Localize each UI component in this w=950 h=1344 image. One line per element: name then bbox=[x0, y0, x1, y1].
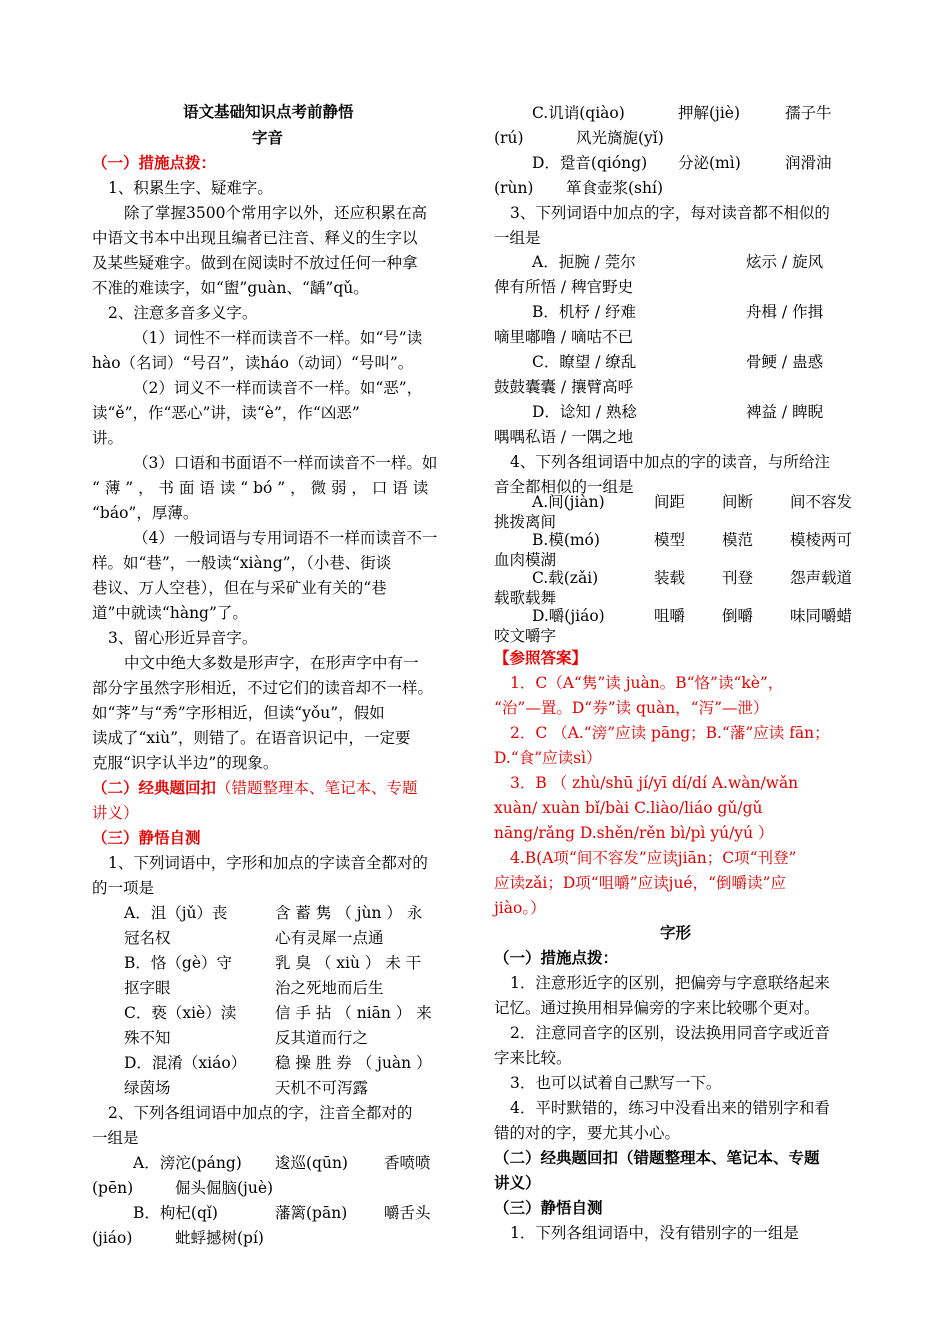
option-text: 润滑油 bbox=[785, 154, 832, 172]
option-text: 殊不知 bbox=[124, 1029, 171, 1047]
option-text: 骨鲠 / 蛊惑 bbox=[746, 353, 824, 371]
option-text: 装载 bbox=[654, 569, 686, 587]
option-text: 冠名权 bbox=[124, 929, 171, 947]
question-1-stem: 的一项是 bbox=[92, 879, 155, 897]
option-text: 含 蓄 隽 （ jùn ） 永 bbox=[275, 904, 423, 922]
option-text: 绿茵场 bbox=[124, 1079, 171, 1097]
option-text: 蚍蜉撼树(pí) bbox=[175, 1229, 264, 1247]
option-text: 嚼舌头 bbox=[384, 1204, 431, 1222]
heading-classic-review-note-cont: 讲义） bbox=[92, 804, 139, 822]
paragraph: 除了掌握3500个常用字以外，还应积累在高 bbox=[124, 204, 427, 222]
option-text: B．恪（gè）守 bbox=[124, 954, 232, 972]
paragraph: 克服“识字认半边”的现象。 bbox=[92, 754, 279, 772]
answer-text: xuàn/ xuàn bǐ/bài C.liào/liáo gǔ/gǔ bbox=[494, 799, 763, 817]
heading-answers: 【参照答案】 bbox=[494, 649, 588, 667]
option-text: B．机杼 / 纾难 bbox=[532, 303, 636, 321]
paragraph: 读“ě”，作“恶心”讲，读“è”，作“凶恶” bbox=[92, 404, 360, 422]
option-text: 香喷喷 bbox=[384, 1154, 431, 1172]
option-text: A．扼腕 / 莞尔 bbox=[532, 253, 636, 271]
option-text: 信 手 拈 （ niān ） 来 bbox=[275, 1004, 432, 1022]
section-title-ziyin: 字音 bbox=[252, 129, 284, 147]
option-text: B．枸杞(qǐ) bbox=[133, 1204, 218, 1222]
question-2-stem: 2、下列各组词语中加点的字，注音全都对的 bbox=[108, 1104, 413, 1122]
option-text: 反其道而行之 bbox=[275, 1029, 369, 1047]
paragraph: 中语文书本中出现且编者已注音、释义的生字以 bbox=[92, 229, 418, 247]
option-text: 抠字眼 bbox=[124, 979, 171, 997]
paragraph: hào（名词）“号召”，读háo（动词）“号叫”。 bbox=[92, 354, 414, 372]
paragraph: 巷议、万人空巷），但在与采矿业有关的“巷 bbox=[92, 579, 387, 597]
paragraph: 3．也可以试着自己默写一下。 bbox=[510, 1074, 722, 1092]
option-text: 分泌(mì) bbox=[678, 154, 741, 172]
heading-measures: （一）措施点拨： bbox=[494, 949, 619, 967]
section-title-zixing: 字形 bbox=[660, 924, 692, 942]
option-text: 模型 bbox=[654, 531, 686, 549]
answer-text: 2．C （A.“滂”应读 pāng；B.“藩”应读 fān； bbox=[510, 724, 830, 742]
heading-measures: （一）措施点拨： bbox=[92, 154, 217, 172]
paragraph: 不准的难读字，如“盥”guàn、“龋”qǔ。 bbox=[92, 279, 369, 297]
paragraph: 及某些疑难字。做到在阅读时不放过任何一种拿 bbox=[92, 254, 418, 272]
document-title: 语文基础知识点考前静悟 bbox=[183, 103, 354, 121]
answer-text: nāng/rǎng D.shěn/rěn bì/pì yú/yú ） bbox=[494, 824, 774, 842]
option-text: (pēn) bbox=[92, 1179, 134, 1197]
option-text: 血肉模湖 bbox=[494, 551, 557, 569]
paragraph: 3、留心形近异音字。 bbox=[108, 629, 258, 647]
question-2-stem: 一组是 bbox=[92, 1129, 139, 1147]
option-text: 押解(jiè) bbox=[678, 104, 741, 122]
option-text: B.模(mó) bbox=[532, 531, 600, 549]
paragraph: 讲。 bbox=[92, 429, 124, 447]
paragraph: 4．平时默错的，练习中没看出来的错别字和看 bbox=[510, 1099, 830, 1117]
option-text: D．谂知 / 熟稔 bbox=[532, 403, 638, 421]
paragraph: 记忆。通过换用相异偏旁的字来比较哪个更对。 bbox=[494, 999, 820, 1017]
option-text: A．滂沱(páng) bbox=[133, 1154, 242, 1172]
option-text: 心有灵犀一点通 bbox=[275, 929, 384, 947]
option-text: 刊登 bbox=[722, 569, 754, 587]
option-text: 间距 bbox=[654, 493, 686, 511]
option-text: D.嚼(jiáo) bbox=[532, 607, 605, 625]
heading-classic-review bbox=[92, 778, 418, 798]
option-text: D．跫音(qióng) bbox=[532, 154, 648, 172]
option-text: 模范 bbox=[722, 531, 754, 549]
option-text: 间断 bbox=[722, 493, 754, 511]
option-text: 舟楫 / 作揖 bbox=[746, 303, 824, 321]
paragraph: 1．注意形近字的区别，把偏旁与字意联络起来 bbox=[510, 974, 830, 992]
paragraph: 如“荠”与“秀”字形相近，但读“yǒu”，假如 bbox=[92, 704, 385, 722]
answer-text: 3．B （ zhù/shū jí/yī dí/dí A.wàn/wǎn bbox=[510, 774, 799, 792]
paragraph: 道”中就读“hàng”了。 bbox=[92, 604, 248, 622]
option-text: 倒嚼 bbox=[722, 607, 754, 625]
heading-self-test: （三）静悟自测 bbox=[494, 1199, 603, 1217]
option-text: 味同嚼蜡 bbox=[790, 607, 853, 625]
option-text: 乳 臭 （ xiù ） 未 干 bbox=[275, 954, 422, 972]
option-text: C.载(zǎi) bbox=[532, 569, 599, 587]
paragraph: （2）词义不一样而读音不一样。如“恶”， bbox=[133, 379, 423, 397]
option-text: 怨声载道 bbox=[790, 569, 853, 587]
paragraph: （4）一般词语与专用词语不一样而读音不一 bbox=[133, 529, 438, 547]
heading-self-test: （三）静悟自测 bbox=[92, 829, 201, 847]
paragraph: 错的对的字，要尤其小心。 bbox=[494, 1124, 681, 1142]
paragraph: 部分字虽然字形相近，不过它们的读音却不一样。 bbox=[92, 679, 434, 697]
heading-classic-review-cont: 讲义） bbox=[494, 1174, 541, 1192]
question-4-stem: 4、下列各组词语中加点的字的读音，与所给注 bbox=[510, 453, 830, 471]
option-text: 稳 操 胜 券 （ juàn ） bbox=[275, 1054, 432, 1072]
heading-classic-review: （二）经典题回扣（错题整理本、笔记本、专题 bbox=[494, 1149, 820, 1167]
option-text: 载歌载舞 bbox=[494, 589, 557, 607]
heading-classic-review-note: （错题整理本、笔记本、专题 bbox=[216, 779, 418, 797]
option-text: 治之死地而后生 bbox=[275, 979, 384, 997]
option-text: C.讥诮(qiào) bbox=[532, 104, 625, 122]
option-text: (rùn) bbox=[494, 179, 534, 197]
heading-classic-review-label: （二）经典题回扣 bbox=[92, 779, 217, 797]
paragraph: 2、注意多音多义字。 bbox=[108, 304, 258, 322]
option-text: 俾有所悟 / 稗官野史 bbox=[494, 278, 634, 296]
paragraph: 中文中绝大多数是形声字，在形声字中有一 bbox=[124, 654, 419, 672]
option-text: (jiáo) bbox=[92, 1229, 133, 1247]
paragraph: （3）口语和书面语不一样而读音不一样。如 bbox=[133, 454, 438, 472]
paragraph: “báo”，厚薄。 bbox=[92, 504, 199, 522]
answer-text: jiào。） bbox=[494, 899, 546, 917]
option-text: A.间(jiàn) bbox=[532, 493, 605, 511]
question-1-stem: 1、下列词语中，字形和加点的字读音全都对的 bbox=[108, 854, 428, 872]
option-text: 模棱两可 bbox=[790, 531, 853, 549]
option-text: D．混淆（xiáo） bbox=[124, 1054, 247, 1072]
answer-text: “治”—置。D“券”读 quàn，“泻”—泄） bbox=[494, 699, 769, 717]
option-text: 咬文嚼字 bbox=[494, 627, 557, 645]
option-text: C．瞭望 / 缭乱 bbox=[532, 353, 637, 371]
option-text: 箪食壶浆(shí) bbox=[566, 179, 663, 197]
paragraph: 1、积累生字、疑难字。 bbox=[108, 179, 273, 197]
paragraph: 2．注意同音字的区别，设法换用同音字或近音 bbox=[510, 1024, 830, 1042]
question-4-stem: 音全都相似的一组是 bbox=[494, 478, 634, 496]
option-text: 倔头倔脑(juè) bbox=[175, 1179, 274, 1197]
answer-text: 应读zǎi；D项“咀嚼”应读jué，“倒嚼读”应 bbox=[494, 874, 786, 892]
option-text: 逡巡(qūn) bbox=[275, 1154, 348, 1172]
option-text: A．沮（jǔ）丧 bbox=[124, 904, 228, 922]
option-text: 挑拨离间 bbox=[494, 513, 557, 531]
option-text: 藩篱(pān) bbox=[275, 1204, 348, 1222]
option-text: 风光旖旎(yǐ) bbox=[576, 129, 664, 147]
paragraph: “ 薄 ” ， 书 面 语 读 “ bó ” ， 微 弱 ， 口 语 读 bbox=[92, 479, 429, 497]
answer-text: D.“食”应读sì） bbox=[494, 749, 602, 767]
paragraph: （1）词性不一样而读音不一样。如“号”读 bbox=[133, 329, 423, 347]
option-text: 鼓鼓囊囊 / 攘臂高呼 bbox=[494, 378, 634, 396]
paragraph: 字来比较。 bbox=[494, 1049, 572, 1067]
option-text: (rú) bbox=[494, 129, 524, 147]
option-text: 喁喁私语 / 一隅之地 bbox=[494, 428, 634, 446]
option-text: 孺子牛 bbox=[785, 104, 832, 122]
answer-text: 1．C（A“隽”读 juàn。B“恪”读“kè”， bbox=[510, 674, 784, 692]
question-3-stem: 一组是 bbox=[494, 229, 541, 247]
option-text: C．亵（xiè）渎 bbox=[124, 1004, 237, 1022]
option-text: 间不容发 bbox=[790, 493, 853, 511]
option-text: 炫示 / 旋风 bbox=[746, 253, 824, 271]
option-text: 咀嚼 bbox=[654, 607, 686, 625]
question-stem: 1．下列各组词语中，没有错别字的一组是 bbox=[510, 1224, 799, 1242]
answer-text: 4.B(A项“间不容发”应读jiān；C项“刊登” bbox=[510, 849, 797, 867]
option-text: 裨益 / 睥睨 bbox=[746, 403, 824, 421]
paragraph: 样。如“巷”，一般读“xiàng”，（小巷、街谈 bbox=[92, 554, 392, 572]
option-text: 天机不可泻露 bbox=[275, 1079, 369, 1097]
option-text: 嘀里嘟噜 / 嘀咕不已 bbox=[494, 328, 634, 346]
paragraph: 读成了“xiù”，则错了。在语音识记中，一定要 bbox=[92, 729, 411, 747]
question-3-stem: 3、下列词语中加点的字，每对读音都不相似的 bbox=[510, 204, 830, 222]
